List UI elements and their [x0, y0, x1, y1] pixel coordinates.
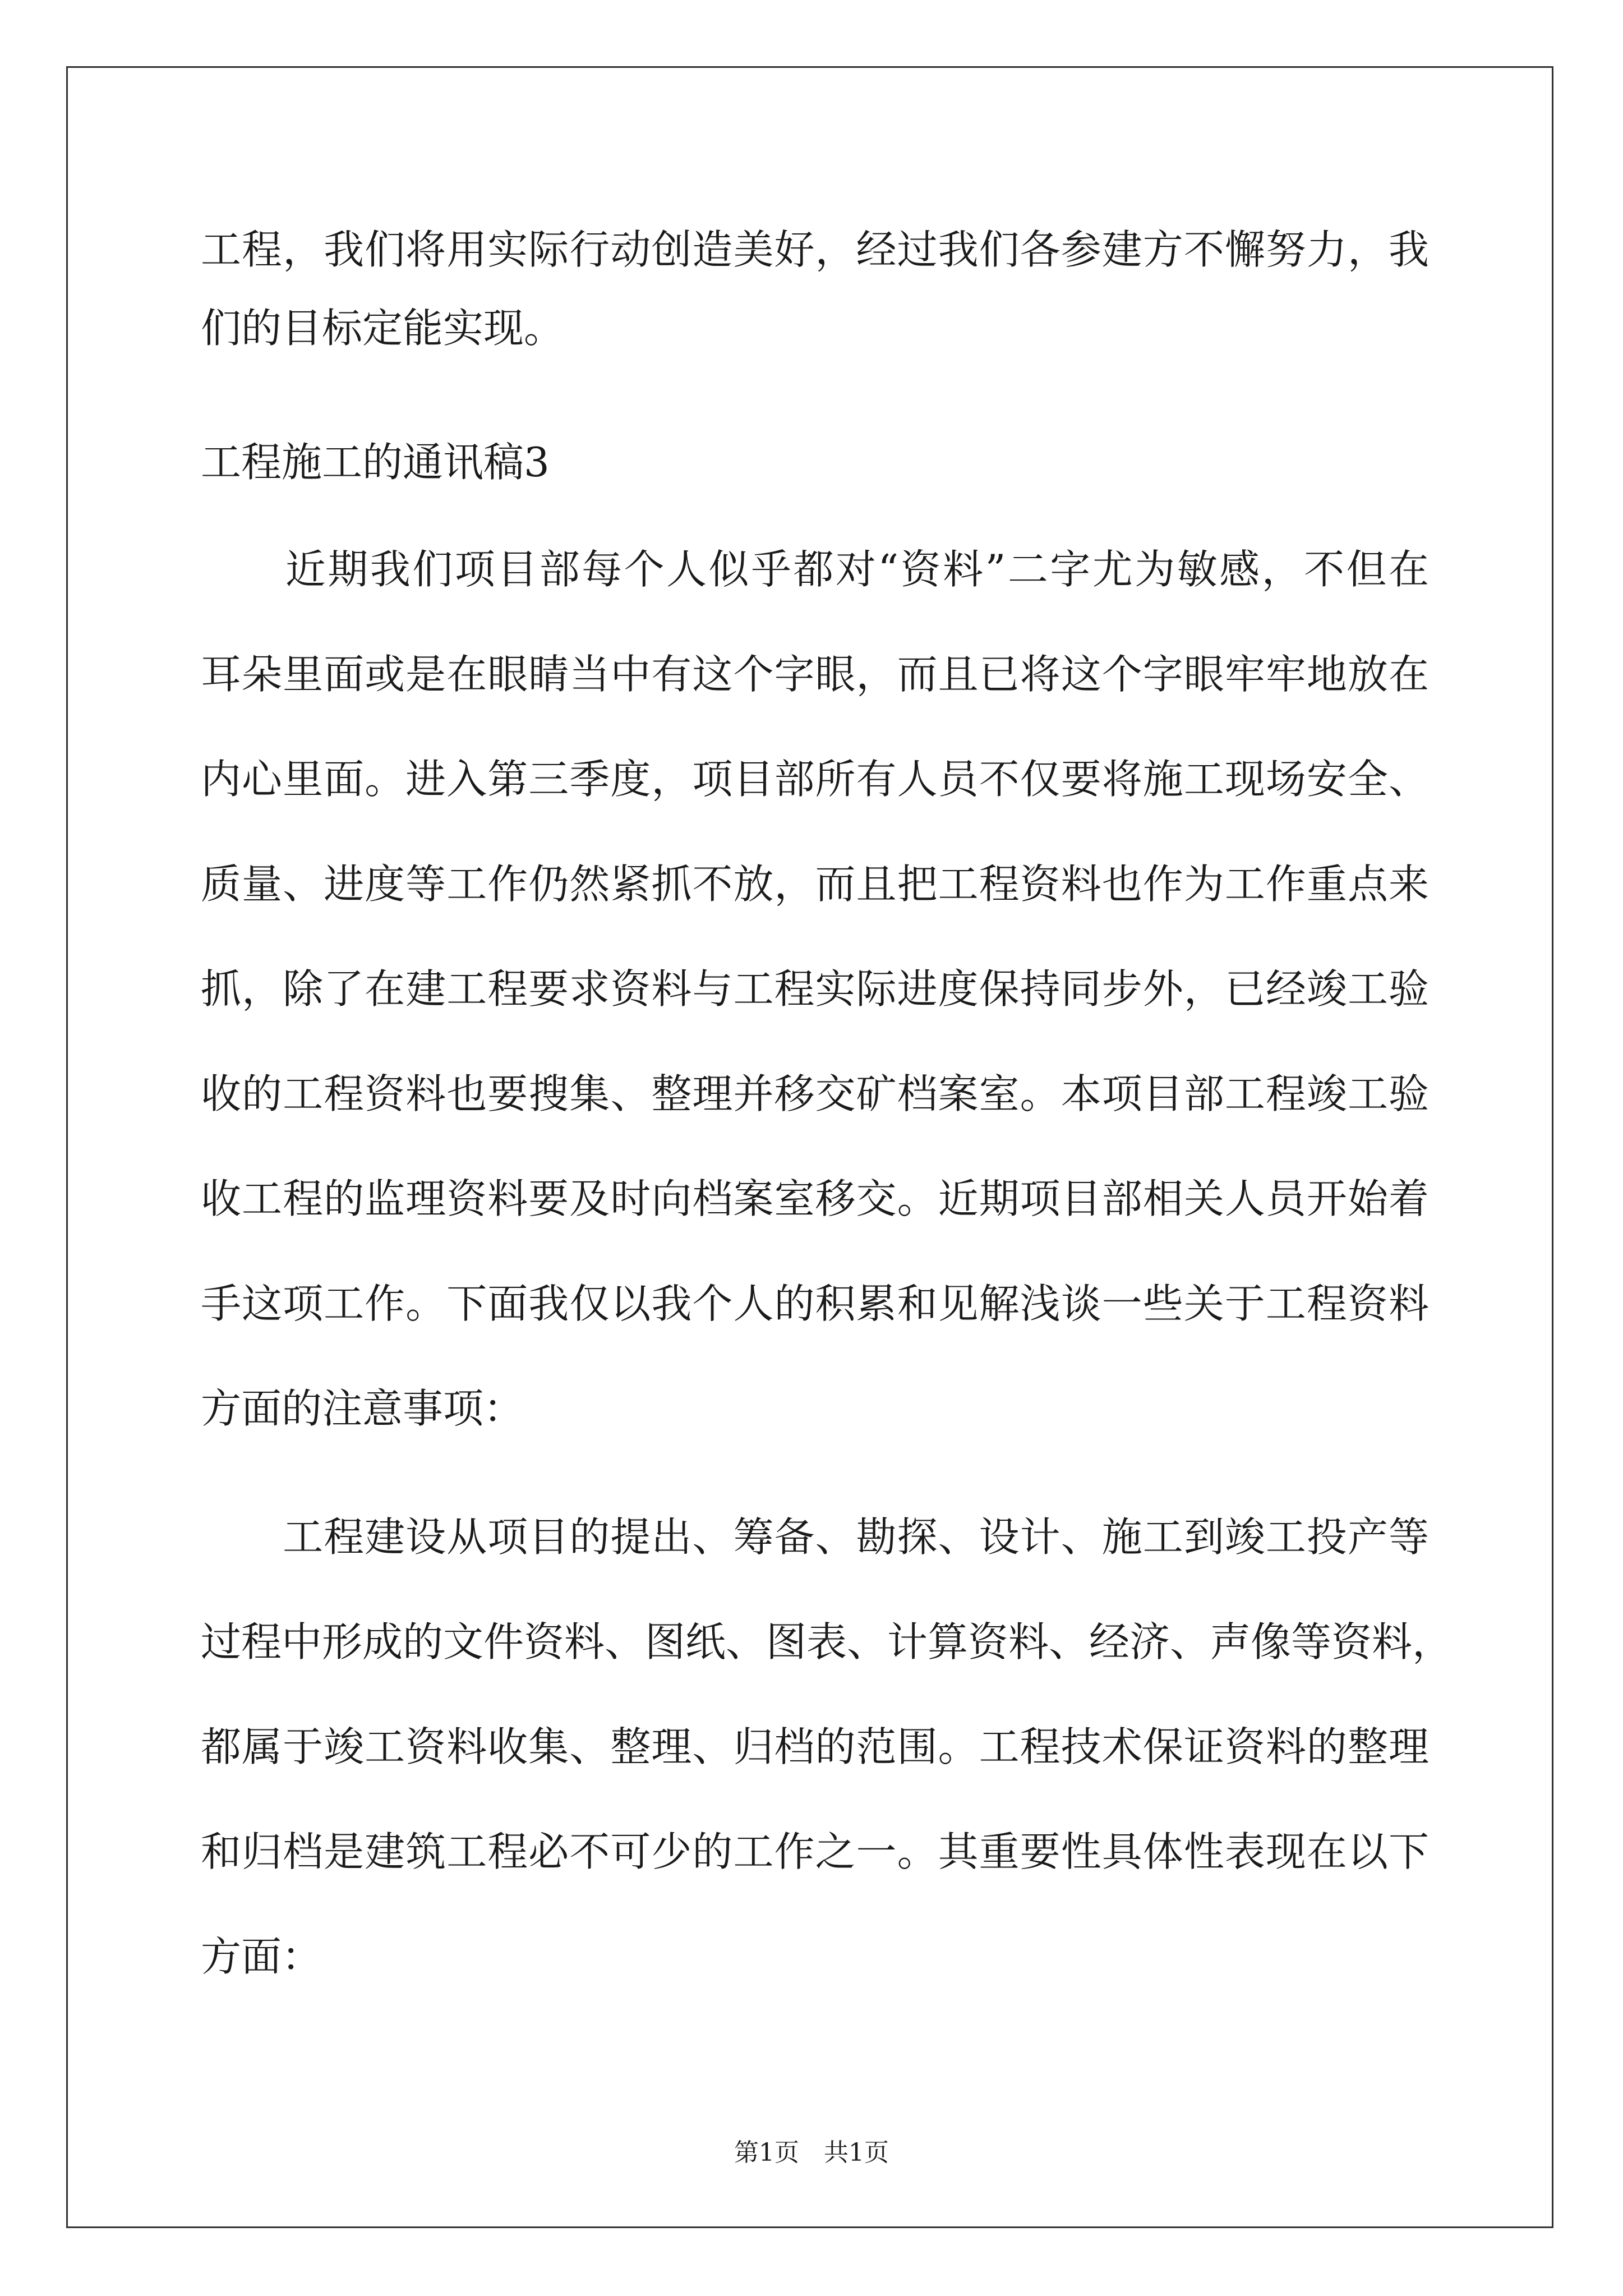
text-line: 质量、进度等工作仍然紧抓不放，而且把工程资料也作为工作重点来 — [201, 861, 1429, 908]
text-line: 过程中形成的文件资料、图纸、图表、计算资料、经济、声像等资料， — [201, 1618, 1453, 1665]
text-line: 手这项工作。下面我仅以我个人的积累和见解浅谈一些关于工程资料 — [201, 1280, 1429, 1327]
text-line: 都属于竣工资料收集、整理、归档的范围。工程技术保证资料的整理 — [201, 1723, 1429, 1770]
text-line: 耳朵里面或是在眼睛当中有这个字眼，而且已将这个字眼牢牢地放在 — [201, 651, 1429, 698]
page-border — [66, 66, 1553, 2228]
text-line: 收的工程资料也要搜集、整理并移交矿档案室。本项目部工程竣工验 — [201, 1070, 1429, 1117]
text-line: 工程建设从项目的提出、筹备、勘探、设计、施工到竣工投产等 — [201, 1513, 1429, 1561]
page-footer: 第1页 共1页 — [734, 2138, 889, 2167]
text-line: 和归档是建筑工程必不可少的工作之一。其重要性具体性表现在以下 — [201, 1828, 1429, 1875]
text-line: 方面： — [201, 1933, 322, 1980]
section-heading: 工程施工的通讯稿3 — [201, 439, 550, 486]
text-line: 方面的注意事项： — [201, 1385, 524, 1432]
text-line: 近期我们项目部每个人似乎都对“资料”二字尤为敏感，不但在 — [201, 546, 1429, 593]
text-line: 工程，我们将用实际行动创造美好，经过我们各参建方不懈努力，我 — [201, 226, 1429, 273]
text-line: 内心里面。进入第三季度，项目部所有人员不仅要将施工现场安全、 — [201, 756, 1429, 803]
text-line: 们的目标定能实现。 — [201, 305, 565, 352]
text-line: 收工程的监理资料要及时向档案室移交。近期项目部相关人员开始着 — [201, 1175, 1429, 1222]
text-line: 抓，除了在建工程要求资料与工程实际进度保持同步外，已经竣工验 — [201, 965, 1429, 1013]
